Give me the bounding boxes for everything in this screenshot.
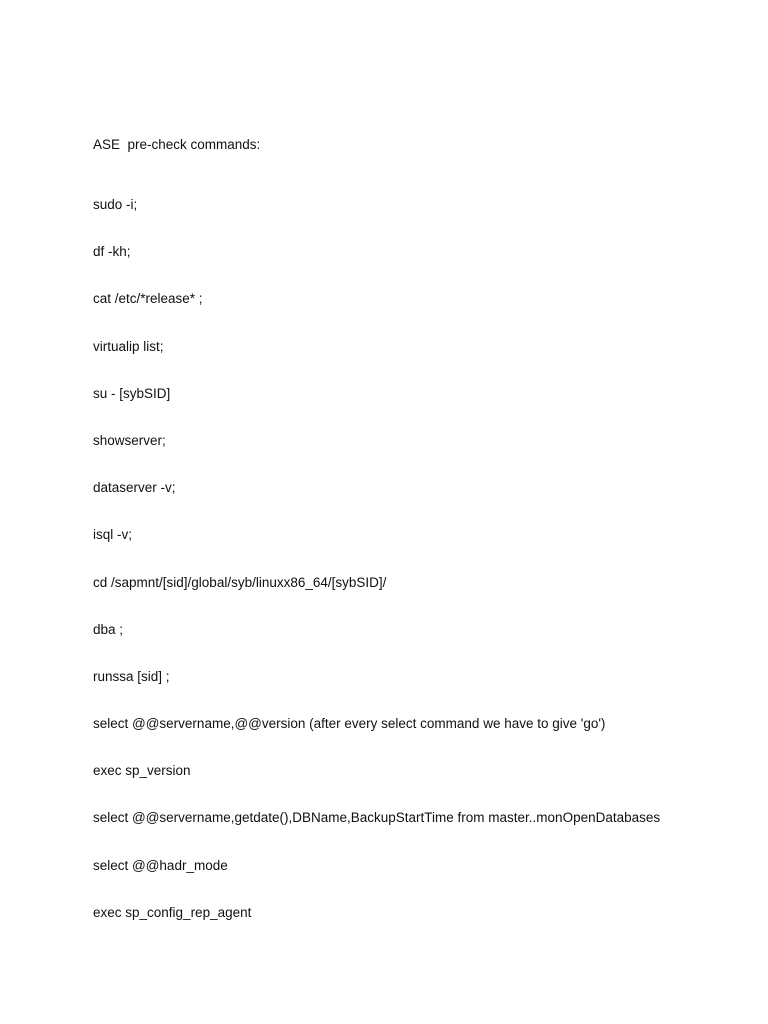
- command-line: select @@hadr_mode: [93, 857, 228, 873]
- command-line: runssa [sid] ;: [93, 668, 170, 684]
- command-line: exec sp_config_rep_agent: [93, 904, 252, 920]
- command-list: [93, 196, 660, 951]
- command-line: virtualip list;: [93, 338, 164, 354]
- command-line: sudo -i;: [93, 197, 138, 212]
- command-line: select @@servername,getdate(),DBName,BackupStartTime from master..monOpenDatabases: [93, 810, 661, 826]
- command-line: showserver;: [93, 432, 166, 448]
- command-line: exec sp_version: [93, 763, 191, 779]
- command-line: select @@servername,@@version (after every select command we have to give 'go'): [93, 716, 606, 732]
- command-line: cd /sapmnt/[sid]/global/syb/linuxx86_64/[sybSID]/: [93, 574, 387, 590]
- command-line: isql -v;: [93, 527, 133, 543]
- document-title: ASE pre-check commands:: [93, 137, 261, 152]
- command-line: cat /etc/*release* ;: [93, 291, 203, 307]
- command-line: df -kh;: [93, 244, 131, 260]
- command-line: dba ;: [93, 621, 124, 637]
- command-line: dataserver -v;: [93, 480, 176, 496]
- command-line: su - [sybSID]: [93, 385, 171, 401]
